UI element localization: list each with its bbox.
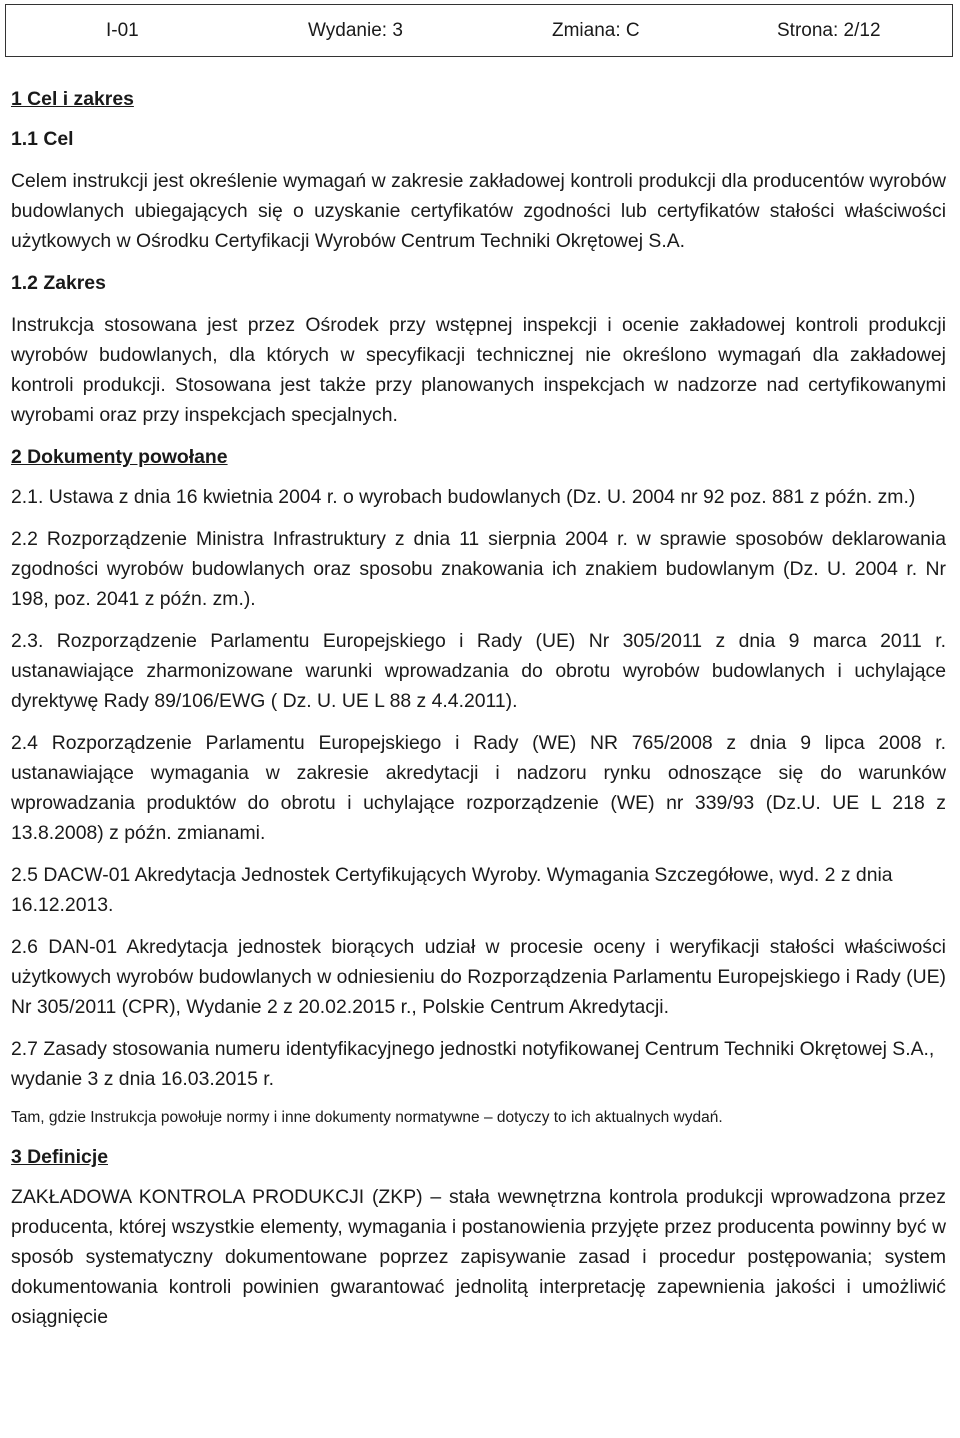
reference-item: 2.6 DAN-01 Akredytacja jednostek biorących udział w procesie oceny i weryfikacji stałości właściwości użytkowych wyrobów budowlanych w odniesieniu do Rozporządzenia Parlamentu Europejskiego i Rady (UE) Nr 305/2011 (CPR), Wydanie 2 z 20.02.2015 r., Polskie Centrum Akredytacji.: [11, 936, 946, 1018]
reference-item: 2.5 DACW-01 Akredytacja Jednostek Certyfikujących Wyroby. Wymagania Szczegółowe, wyd. 2 z dnia 16.12.2013.: [11, 864, 893, 916]
reference-item: 2.3. Rozporządzenie Parlamentu Europejskiego i Rady (UE) Nr 305/2011 z dnia 9 marca 2011 r. ustanawiające zharmonizowane warunki wprowadzania do obrotu wyrobów budowlanych i uchylające dyrektywę Rady 89/106/EWG ( Dz. U. UE L 88 z 4.4.2011).: [11, 630, 946, 712]
change: Zmiana: C: [552, 19, 640, 41]
subsection-1-1-text: Celem instrukcji jest określenie wymagań w zakresie zakładowej kontroli produkcji dla producentów wyrobów budowlanych ubiegających się o uzyskanie certyfikatów zgodności lub certyfikatów stałości właściwości użytkowych w Ośrodku Certyfikacji Wyrobów Centrum Techniki Okrętowej S.A.: [11, 170, 946, 252]
section-1-title: 1 Cel i zakres: [11, 88, 134, 110]
reference-item: 2.2 Rozporządzenie Ministra Infrastruktury z dnia 11 sierpnia 2004 r. w sprawie sposobów deklarowania zgodności wyrobów budowlanych oraz sposobu znakowania ich znakiem budowlanym (Dz. U. 2004 r. Nr 198, poz. 2041 z późn. zm.).: [11, 528, 946, 610]
references-note: Tam, gdzie Instrukcja powołuje normy i inne dokumenty normatywne – dotyczy to ich aktualnych wydań.: [11, 1109, 723, 1126]
reference-item: 2.4 Rozporządzenie Parlamentu Europejskiego i Rady (WE) NR 765/2008 z dnia 9 lipca 2008 r. ustanawiające wymagania w zakresie akredytacji i nadzoru rynku odnoszące się do warunków wprowadzania produktów do obrotu i uchylające rozporządzenie (WE) nr 339/93 (Dz.U. UE L 218 z 13.8.2008) z późn. zmianami.: [11, 732, 946, 844]
section-3-title: 3 Definicje: [11, 1146, 108, 1168]
section-2-title: 2 Dokumenty powołane: [11, 446, 228, 468]
reference-item: 2.7 Zasady stosowania numeru identyfikacyjnego jednostki notyfikowanej Centrum Techniki Okrętowej S.A., wydanie 3 z dnia 16.03.2015 r.: [11, 1038, 935, 1090]
subsection-1-2-text: Instrukcja stosowana jest przez Ośrodek przy wstępnej inspekcji i ocenie zakładowej kontroli produkcji wyrobów budowlanych, dla których w specyfikacji technicznej nie określono wymagań dla zakładowej kontroli produkcji. Stosowana jest także przy planowanych inspekcjach w nadzorze nad certyfikowanymi wyrobami oraz przy inspekcjach specjalnych.: [11, 314, 946, 426]
page-number: Strona: 2/12: [777, 19, 881, 41]
subsection-1-2-title: 1.2 Zakres: [11, 272, 106, 294]
definition-zkp: ZAKŁADOWA KONTROLA PRODUKCJI (ZKP) – stała wewnętrzna kontrola produkcji wprowadzona przez producenta, której wszystkie elementy, wymagania i postanowienia przyjęte przez producenta powinny być w sposób systematyczny dokumentowane poprzez zapisywanie zasad i procedur postępowania; system dokumentowania kontroli powinien gwarantować jednolitą interpretację zapewnienia jakości i umożliwić osiągnięcie: [11, 1186, 946, 1328]
document-body: [11, 84, 946, 1344]
doc-id: I-01: [106, 19, 139, 41]
reference-item: 2.1. Ustawa z dnia 16 kwietnia 2004 r. o wyrobach budowlanych (Dz. U. 2004 nr 92 poz. 881 z późn. zm.): [11, 486, 916, 508]
edition: Wydanie: 3: [308, 19, 403, 41]
subsection-1-1-title: 1.1 Cel: [11, 128, 74, 150]
document-header: [5, 4, 953, 57]
